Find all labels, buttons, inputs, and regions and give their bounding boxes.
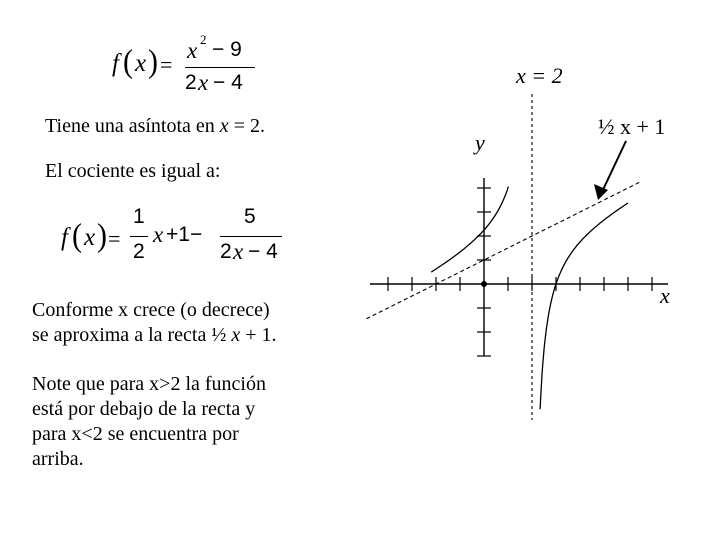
formula-rparen: ) <box>148 43 158 80</box>
oblique-asymptote-label: ½ x + 1 <box>598 114 666 139</box>
fraction2-denominator-x: x <box>233 239 244 264</box>
formula-lparen: ( <box>123 43 133 80</box>
asymptotes <box>366 94 640 420</box>
denominator-rest: − 4 <box>213 71 243 94</box>
quotient-statement: El cociente es igual a: <box>45 160 221 182</box>
approach-line-2-prefix: se aproxima a la recta ½ <box>32 324 232 346</box>
vertical-asymptote-label: x = 2 <box>516 63 563 88</box>
fraction2-numerator: 5 <box>244 205 256 228</box>
label-arrow-shaft <box>601 141 626 194</box>
formula2-mid-rest: +1− <box>166 223 203 246</box>
approach-line-2-var: x <box>231 324 241 346</box>
axes <box>370 178 668 356</box>
numerator-rest: − 9 <box>212 38 242 61</box>
label-arrow-head <box>594 184 608 200</box>
denominator-x: x <box>198 70 209 95</box>
oblique-asymptote-line <box>366 182 640 319</box>
formula-f: f <box>112 50 119 77</box>
numerator-x: x <box>187 38 198 63</box>
formula2-mid-x: x <box>153 222 164 247</box>
formula2-rparen: ) <box>97 217 107 254</box>
x-axis-label: x <box>660 283 670 308</box>
fraction1-numerator: 1 <box>133 205 145 228</box>
curve <box>431 187 628 410</box>
formula-x: x <box>135 50 147 77</box>
right-branch <box>540 203 628 409</box>
asymptote-statement-prefix: Tiene una asíntota en <box>45 115 220 137</box>
origin-dot <box>481 281 487 287</box>
note-line-1: Note que para x>2 la función <box>32 373 266 395</box>
fraction1-denominator: 2 <box>133 240 145 263</box>
asymptote-statement-var: x <box>219 115 229 137</box>
note-line-4: arriba. <box>32 448 84 470</box>
approach-line-2-suffix: + 1. <box>240 324 277 346</box>
approach-line-1: Conforme x crece (o decrece) <box>32 299 270 321</box>
graph-labels <box>473 63 670 308</box>
formula2-x: x <box>84 224 96 251</box>
fraction2-denominator-rest: − 4 <box>248 240 278 263</box>
fraction2-denominator-left: 2 <box>220 240 232 263</box>
note-line-3: para x<2 se encuentra por <box>32 423 239 445</box>
numerator-exponent: 2 <box>200 32 207 47</box>
formula2-equals: = <box>108 226 121 251</box>
formula2-f: f <box>61 224 68 251</box>
left-branch <box>431 187 508 273</box>
formula-equals: = <box>160 52 173 77</box>
note-line-2: está por debajo de la recta y <box>32 398 256 420</box>
y-axis-label: y <box>475 130 485 155</box>
formula2-lparen: ( <box>72 217 82 254</box>
denominator-left: 2 <box>185 71 197 94</box>
asymptote-statement-suffix: = 2. <box>228 115 265 137</box>
